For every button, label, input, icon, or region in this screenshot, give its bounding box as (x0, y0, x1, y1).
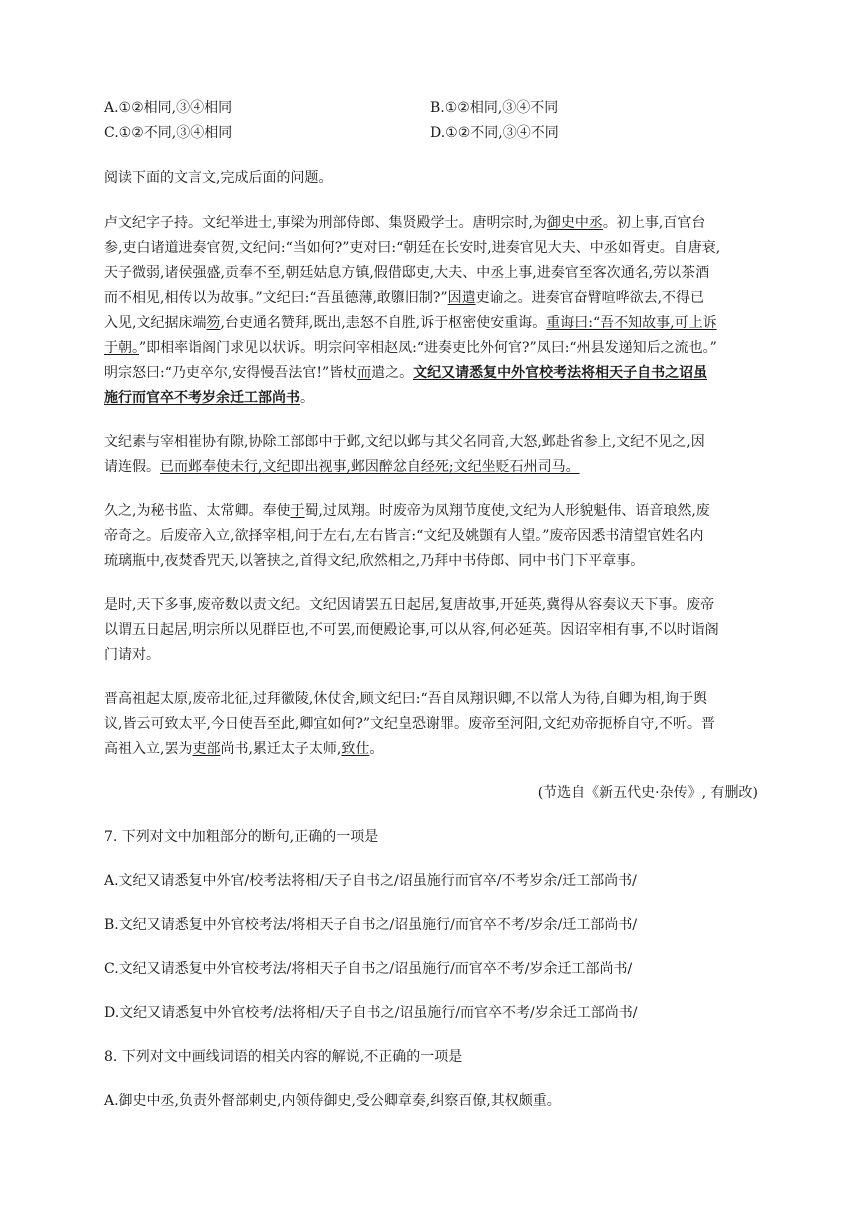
prev-option-a: A.①②相同,③④相同 (104, 100, 233, 116)
text-line: 文纪素与宰相崔协有隙,协除工部郎中于邺,文纪以邺与其父名同音,大怒,邺赴省参上,文纪不见之,因 (104, 434, 705, 450)
passage-paragraph-1 (104, 211, 758, 411)
text-span: 而不相见,相传以为故事。”文纪曰:“吾虽德薄,敢隳旧制?” (104, 290, 448, 306)
text-line: 天子微弱,诸侯强盛,贡奉不至,朝廷姑息方镇,假借邸吏,大夫、中丞上事,进奏官至客次通名,劳以茶酒 (104, 265, 710, 281)
prev-option-c: C.①②不同,③④相同 (104, 125, 233, 141)
underlined-sentence-zhonghui-end: 于朝。 (104, 340, 139, 356)
passage-paragraph-4 (104, 593, 758, 668)
text-span: ,台吏通名赞拜,既出,恚怒不自胜,诉于枢密使安重诲。 (220, 315, 547, 331)
text-span: 卢文纪字子持。文纪举进士,事梁为刑部侍郎、集贤殿学士。唐明宗时,为 (104, 215, 547, 231)
document-page (104, 96, 758, 1114)
underlined-term-yu: 于 (290, 503, 305, 519)
text-span: 明宗怒曰:“乃吏卒尔,安得慢吾法官!”皆杖 (104, 365, 358, 381)
source-citation: (节选自《新五代史·杂传》, 有删改) (537, 785, 758, 801)
underlined-term-yushizhongcheng: 御史中丞 (546, 215, 603, 231)
bold-sentence-part-1: 文纪又请悉复中外官校考法将相天子自书之诏虽 (413, 365, 708, 381)
underlined-term-libu: 吏部 (192, 741, 221, 757)
text-span: 高祖入立,罢为 (104, 741, 193, 757)
text-span: 尚书,累迁太子太师, (220, 741, 342, 757)
question-7-option-a: A.文纪又请悉复中外官/校考法将相/天子自书之/诏虽施行而官卒/不考岁余/迁工部尚书/ (104, 873, 637, 889)
text-span: 入见,文纪据床端 (104, 315, 207, 331)
underlined-sentence-zhonghui: 重诲曰:“吾不知故事,可上诉 (546, 315, 717, 331)
text-span: 蜀,过凤翔。时废帝为凤翔节度使,文纪为人形貌魁伟、语音琅然,废 (304, 503, 710, 519)
text-span: 遣之。 (371, 365, 414, 381)
text-span: ”即相率诣阁门求见以状诉。明宗问宰相赵凤:“进奏吏比外何官?”凤曰:“州县发递知后之流也。” (139, 340, 717, 356)
text-span: 。初上事,百官台 (602, 215, 706, 231)
text-span: 久之,为秘书监、太常卿。奉使 (104, 503, 291, 519)
underlined-term-yinqian: 因遣 (447, 290, 476, 306)
text-line: 参,吏白诸道进奏官贺,文纪问:“当如何?”吏对曰:“朝廷在长安时,进奏官见大夫、中丞如胥吏。自唐衰, (104, 240, 721, 256)
text-line: 以谓五日起居,明宗所以见群臣也,不可罢,而便殿论事,可以从容,何必延英。因诏宰相有事,不以时诣阁 (104, 622, 719, 638)
question-8-option-a: A.御史中丞,负责外督部刺史,内领侍御史,受公卿章奏,纠察百僚,其权颇重。 (104, 1093, 561, 1109)
text-span: 。 (369, 741, 384, 757)
underlined-term-er: 而 (357, 365, 372, 381)
question-7-option-b: B.文纪又请悉复中外官校考法/将相天子自书之/诏虽施行/而官卒不考/岁余/迁工部尚书/ (104, 917, 638, 933)
text-span: 请连假。 (104, 459, 160, 475)
underlined-sentence-yeer: 已而邺奉使未行,文纪即出视事,邺因醉忿自经死;文纪坐贬石州司马。 (160, 459, 580, 475)
text-line: 琉璃瓶中,夜焚香咒天,以箸挟之,首得文纪,欣然相之,乃拜中书侍郎、同中书门下平章事。 (104, 553, 645, 569)
underlined-term-hu: 笏 (206, 315, 221, 331)
text-line: 是时,天下多事,废帝数以责文纪。文纪因请罢五日起居,复唐故事,开延英,冀得从容奏议天下事。废帝 (104, 597, 715, 613)
text-span: 。 (300, 390, 314, 406)
prev-options-row-2 (104, 121, 758, 146)
question-7-stem: 7. 下列对文中加粗部分的断句,正确的一项是 (104, 829, 379, 845)
text-line: 晋高祖起太原,废帝北征,过拜徽陵,休仗舍,顾文纪曰:“吾自凤翔识卿,不以常人为待,自卿为相,询于舆 (104, 691, 708, 707)
question-7-option-c: C.文纪又请悉复中外官校考法/将相天子自书之/诏虽施行/而官卒不考/岁余迁工部尚书/ (104, 961, 633, 977)
text-span: 吏谕之。进奏官奋臂喧哗欲去,不得已 (475, 290, 705, 306)
passage-paragraph-5 (104, 687, 758, 762)
question-7-option-d: D.文纪又请悉复中外官校考/法将相/天子自书之/诏虽施行/而官卒不考/岁余迁工部尚书/ (104, 1005, 638, 1021)
underlined-term-zhishi: 致仕 (341, 741, 370, 757)
passage-paragraph-2 (104, 430, 758, 480)
text-line: 帝奇之。后废帝入立,欲择宰相,问于左右,左右皆言:“文纪及姚顗有人望。”废帝因悉书清望官姓名内 (104, 528, 704, 544)
prev-options-row-1 (104, 96, 758, 121)
prev-option-b: B.①②相同,③④不同 (430, 100, 559, 116)
text-line: 门请对。 (104, 647, 160, 663)
prev-option-d: D.①②不同,③④不同 (430, 125, 559, 141)
bold-sentence-part-2: 施行而官卒不考岁余迁工部尚书 (104, 390, 300, 406)
text-line: 议,皆云可致太平,今日使吾至此,卿宜如何?”文纪皇恐谢罪。废帝至河阳,文纪劝帝扼桥自守,不听。晋 (104, 716, 715, 732)
reading-instruction: 阅读下面的文言文,完成后面的问题。 (104, 170, 333, 186)
question-8-stem: 8. 下列对文中画线词语的相关内容的解说,不正确的一项是 (104, 1049, 463, 1065)
passage-paragraph-3 (104, 499, 758, 574)
